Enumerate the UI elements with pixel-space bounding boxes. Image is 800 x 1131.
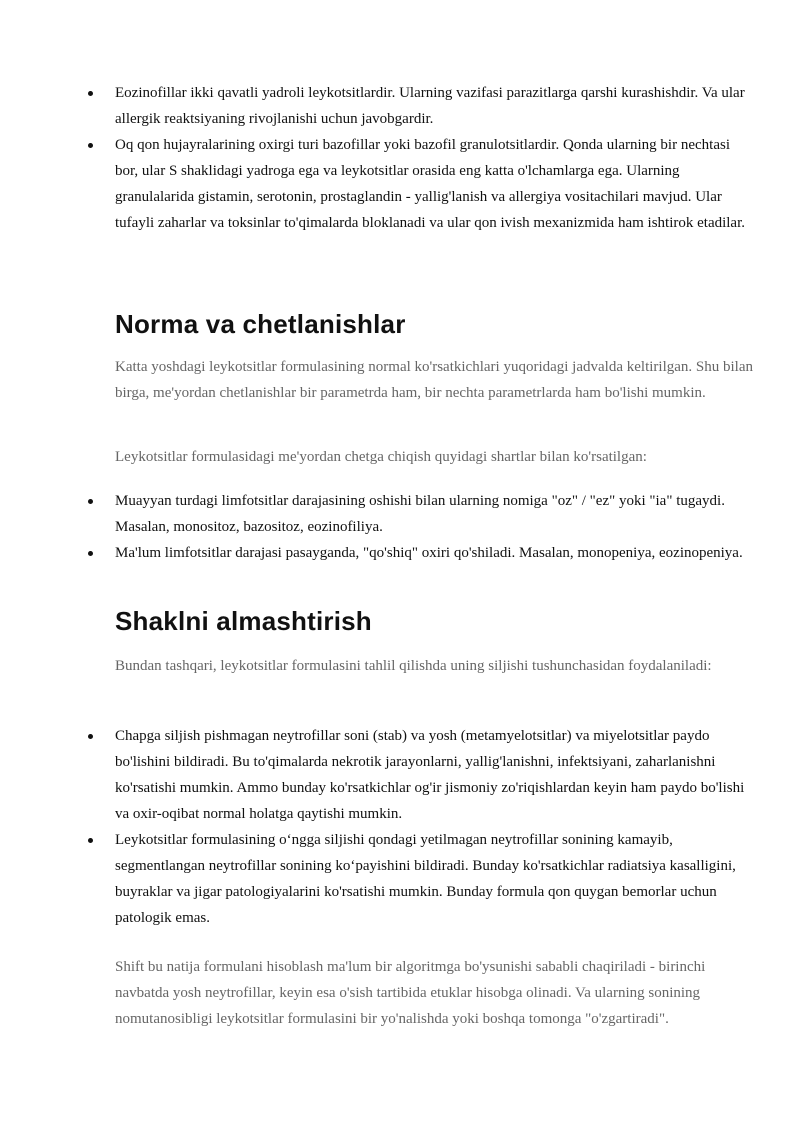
list-item-text: Muayyan turdagi limfotsitlar darajasining oshishi bilan ularning nomiga "oz" / "ez" yoki "ia" tugaydi. Masalan, monositoz, bazositoz, eozinofiliya. — [115, 493, 725, 535]
bullet-dot — [88, 91, 93, 96]
section-intro2-norma: Leykotsitlar formulasidagi me'yordan chetga chiqish quyidagi shartlar bilan ko'rsatilgan: — [115, 449, 647, 465]
list-item — [0, 723, 800, 827]
bullet-dot — [88, 499, 93, 504]
list-item — [0, 540, 800, 566]
bullet-dot — [88, 734, 93, 739]
section-intro-norma: Katta yoshdagi leykotsitlar formulasining normal ko'rsatkichlari yuqoridagi jadvalda keltirilgan. Shu bilan birga, me'yordan chetlanishlar bir parametrda ham, bir nechta parametrlarda ham bo'lishi mumkin. — [115, 359, 753, 401]
list-item — [0, 80, 800, 132]
bullet-dot — [88, 551, 93, 556]
list-item — [0, 827, 800, 931]
list-item-text: Oq qon hujayralarining oxirgi turi bazofillar yoki bazofil granulotsitlardir. Qonda ularning bir nechtasi bor, ular S shaklidagi yadroga ega va leykotsitlar orasida eng katta o'lchamlarga ega. Ularning granulalarida gistamin, serotonin, prostaglandin - yallig'lanish va allergiya vositachilari mavjud. Ular tufayli zaharlar va toksinlar to'qimalarda bloklanadi va ular qon ivish mexanizmida ham ishtirok etadilar. — [115, 137, 746, 231]
section-heading-shift: Shaklni almashtirish — [115, 606, 372, 636]
list-item-text: Eozinofillar ikki qavatli yadroli leykotsitlardir. Ularning vazifasi parazitlarga qarshi kurashishdir. Va ular allergik reaktsiyaning rivojlanishi uchun javobgardir. — [115, 85, 745, 127]
list-item — [0, 132, 800, 236]
bullet-list-shifts — [0, 723, 800, 931]
bullet-dot — [88, 143, 93, 148]
list-item-text: Ma'lum limfotsitlar darajasi pasayganda, "qo'shiq" oxiri qo'shiladi. Masalan, monopeniya, eozinopeniya. — [115, 545, 743, 561]
bullet-list-deviations — [0, 488, 800, 566]
section-heading-norma: Norma va chetlanishlar — [115, 309, 406, 339]
list-item — [0, 488, 800, 540]
bullet-dot — [88, 838, 93, 843]
list-item-text: Chapga siljish pishmagan neytrofillar soni (stab) va yosh (metamyelotsitlar) va miyelotsitlar paydo bo'lishini bildiradi. Bu to'qimalarda nekrotik jarayonlarni, yallig'lanishni, infektsiyani, zaharlanishni ko'rsatishi mumkin. Ammo bunday ko'rsatkichlar og'ir jismoniy zo'riqishlardan keyin ham paydo bo'lishi va oxir-oqibat normal holatga qaytishi mumkin. — [115, 728, 745, 822]
section-intro-shift: Bundan tashqari, leykotsitlar formulasini tahlil qilishda uning siljishi tushunchasidan foydalaniladi: — [115, 658, 712, 674]
bullet-list-cells — [0, 80, 800, 236]
section-closing-shift: Shift bu natija formulani hisoblash ma'lum bir algoritmga bo'ysunishi sababli chaqiriladi - birinchi navbatda yosh neytrofillar, keyin esa o'sish tartibida etuklar hisobga olinadi. Va ularning sonining nomutanosibligi leykotsitlar formulasini bir yo'nalishda yoki boshqa tomonga "o'zgartiradi". — [115, 959, 706, 1027]
list-item-text: Leykotsitlar formulasining o‘ngga siljishi qondagi yetilmagan neytrofillar sonining kamayib, segmentlangan neytrofillar sonining ko‘payishini bildiradi. Bunday ko'rsatkichlar radiatsiya kasalligini, buyraklar va jigar patologiyalarini ko'rsatishi mumkin. Bunday formula qon quygan bemorlar uchun patologik emas. — [115, 832, 736, 926]
